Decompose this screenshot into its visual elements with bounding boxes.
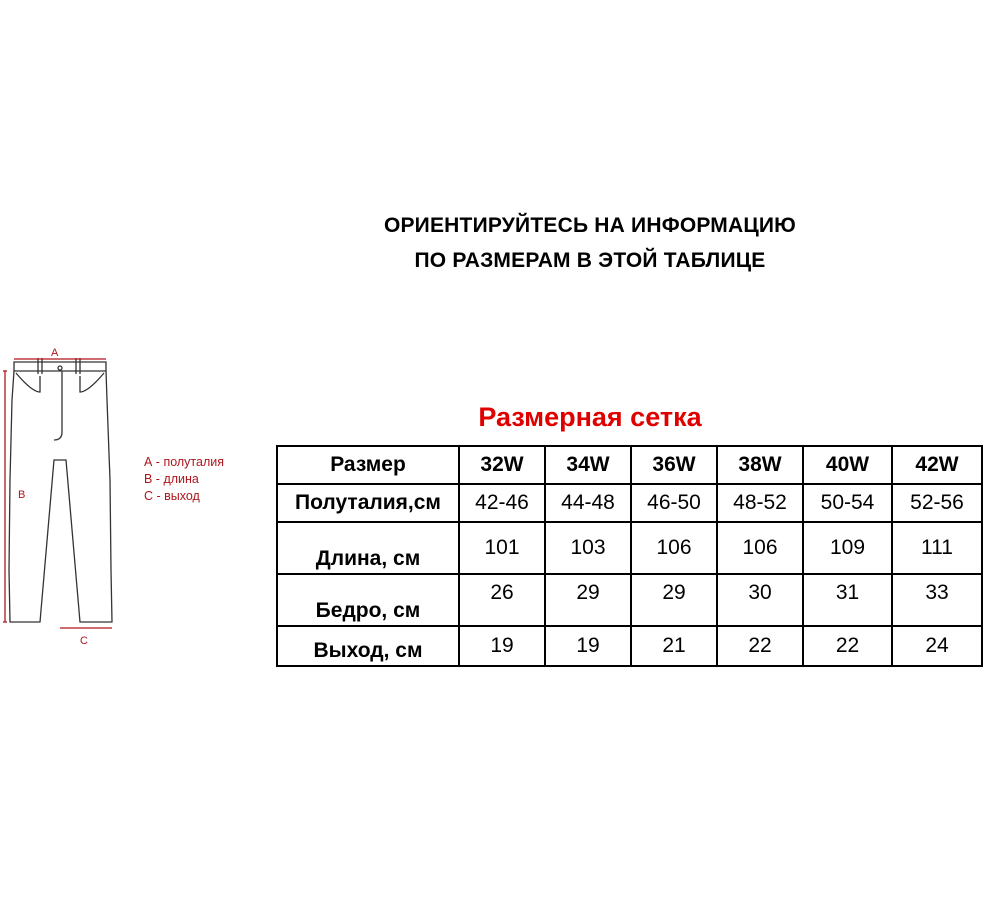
table-cell: 101 xyxy=(459,522,545,574)
table-cell: 30 xyxy=(717,574,803,626)
table-row xyxy=(277,574,982,626)
row-label: Выход, см xyxy=(277,626,459,666)
table-cell: 109 xyxy=(803,522,892,574)
header-cell: 38W xyxy=(717,446,803,484)
size-table xyxy=(276,445,983,667)
table-cell: 22 xyxy=(717,626,803,666)
table-cell: 29 xyxy=(631,574,717,626)
table-row xyxy=(277,484,982,522)
table-cell: 106 xyxy=(717,522,803,574)
row-label: Длина, см xyxy=(277,522,459,574)
table-cell: 52-56 xyxy=(892,484,982,522)
table-cell: 19 xyxy=(545,626,631,666)
size-chart-title: Размерная сетка xyxy=(478,402,702,432)
header-size: Размер xyxy=(277,446,459,484)
table-cell: 29 xyxy=(545,574,631,626)
table-cell: 48-52 xyxy=(717,484,803,522)
table-row xyxy=(277,522,982,574)
row-label: Бедро, см xyxy=(277,574,459,626)
table-cell: 21 xyxy=(631,626,717,666)
table-cell: 106 xyxy=(631,522,717,574)
table-cell: 42-46 xyxy=(459,484,545,522)
instruction-heading-line1: ОРИЕНТИРУЙТЕСЬ НА ИНФОРМАЦИЮ xyxy=(383,214,797,237)
table-cell: 103 xyxy=(545,522,631,574)
label-a: A xyxy=(51,347,59,359)
header-cell: 32W xyxy=(459,446,545,484)
header-cell: 36W xyxy=(631,446,717,484)
pants-diagram xyxy=(0,340,140,660)
table-cell: 26 xyxy=(459,574,545,626)
table-cell: 24 xyxy=(892,626,982,666)
table-cell: 44-48 xyxy=(545,484,631,522)
label-c: C xyxy=(80,635,88,647)
header-cell: 34W xyxy=(545,446,631,484)
table-cell: 50-54 xyxy=(803,484,892,522)
table-cell: 19 xyxy=(459,626,545,666)
instruction-heading xyxy=(300,208,880,278)
table-header-row xyxy=(277,446,982,484)
table-cell: 22 xyxy=(803,626,892,666)
label-b: B xyxy=(18,489,26,501)
table-cell: 31 xyxy=(803,574,892,626)
measurement-legend xyxy=(144,454,224,505)
table-cell: 33 xyxy=(892,574,982,626)
table-cell: 111 xyxy=(892,522,982,574)
table-row xyxy=(277,626,982,666)
header-cell: 40W xyxy=(803,446,892,484)
table-cell: 46-50 xyxy=(631,484,717,522)
instruction-heading-line2: ПО РАЗМЕРАМ В ЭТОЙ ТАБЛИЦЕ xyxy=(414,249,766,272)
legend-b: В - длина xyxy=(144,472,199,486)
header-cell: 42W xyxy=(892,446,982,484)
legend-c: С - выход xyxy=(144,489,200,503)
row-label: Полуталия,см xyxy=(277,484,459,522)
legend-a: А - полуталия xyxy=(144,455,225,469)
